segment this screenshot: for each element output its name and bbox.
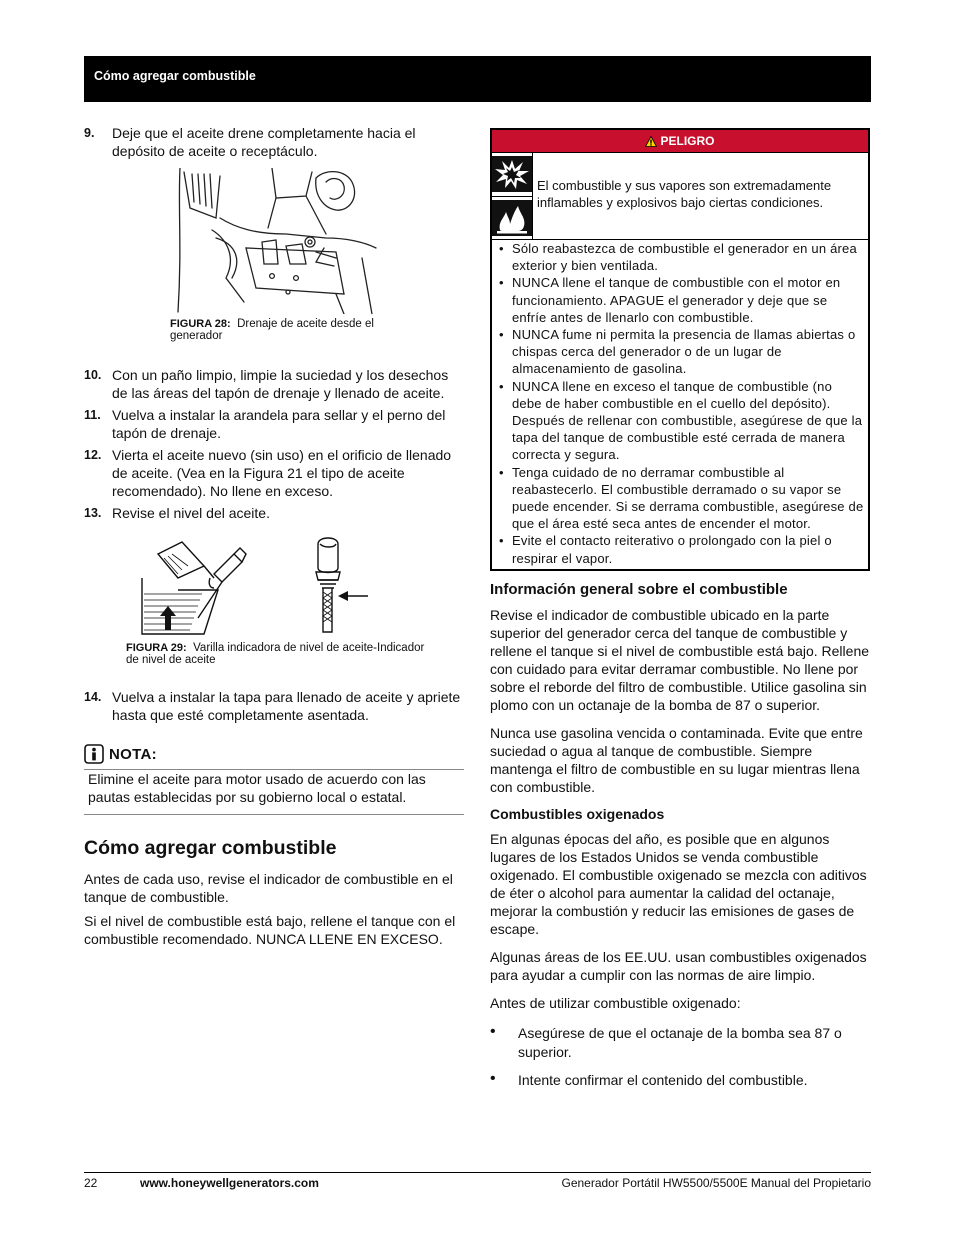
note-header — [84, 744, 464, 764]
info-icon — [84, 744, 104, 764]
list-item: • NUNCA llene en exceso el tanque de combustible (no debe de haber combustible en el cuello del depósito). Después de rellenar con combustible, asegúrese de que la tapa del tanque de combustible esté cerrada de manera correcta y segura. — [499, 378, 863, 463]
oil-pour-icon — [138, 534, 248, 638]
step-number: 13. — [84, 506, 102, 520]
oil-drain-engine-icon — [176, 168, 382, 314]
list-item: • Intente confirmar el contenido del combustible. — [490, 1069, 808, 1088]
danger-intro: El combustible y sus vapores son extremadamente inflamables y explosivos bajo ciertas condiciones. — [537, 178, 832, 210]
step-text: Vuelva a instalar la tapa para llenado de aceite y apriete hasta que esté completamente asentada. — [112, 689, 461, 723]
step-number: 10. — [84, 368, 102, 382]
flame-icon — [492, 200, 532, 236]
step-number: 11. — [84, 408, 101, 422]
section-title: Cómo agregar combustible — [84, 837, 337, 859]
info-paragraph-2: Nunca use gasolina vencida o contaminada. Evite que entre suciedad o agua al tanque de combustible. Siempre mantenga el filtro de combustible en su lugar mientras llena con combustible. — [490, 724, 863, 795]
figure-29-illustration — [138, 534, 464, 640]
note-text: Elimine el aceite para motor usado de acuerdo con las pautas establecidas por su gobierno local o estatal. — [84, 770, 464, 815]
danger-hazard-row — [492, 152, 868, 240]
section-paragraph-2: Si el nivel de combustible está bajo, rellene el tanque con el combustible recomendado. NUNCA LLENE EN EXCESO. — [84, 913, 456, 947]
step-10 — [84, 366, 464, 402]
oil-dipstick-icon — [308, 534, 370, 638]
info-paragraph-1: Revise el indicador de combustible ubicado en la parte superior del generador cerca del tanque de combustible y rellene el tanque si el nivel de combustible está bajo. Rellene con cuidado para evitar derramar combustible. No llene por sobre el reborde del filtro de combustible. Utilice gasolina sin plomo con un octanaje de la bomba de 87 o superior. — [490, 606, 870, 713]
oxygenated-paragraph-2: Algunas áreas de los EE.UU. usan combustibles oxigenados para ayudar a cumplir con las normas de aire limpio. — [490, 948, 867, 983]
oxygenated-paragraph-1: En algunas épocas del año, es posible que en algunos lugares de los Estados Unidos se venda combustible oxigenado. El combustible oxigenado se mezcla con aditivos de éter o alcohol para aumentar la calidad del octanaje, mejorar la combustión y reducir las emisiones de gases de escape. — [490, 830, 867, 937]
step-9 — [84, 124, 464, 160]
figure-text: Drenaje de aceite desde el generador — [170, 318, 374, 342]
step-number: 12. — [84, 448, 102, 462]
warning-triangle-icon — [645, 136, 657, 147]
list-item: • Sólo reabastezca de combustible el generador en un área exterior y bien ventilada. — [499, 241, 857, 274]
bullet: • — [490, 1069, 496, 1087]
figure-29-caption — [126, 642, 426, 666]
header-title: Cómo agregar combustible — [94, 69, 256, 83]
website-link[interactable]: www.honeywellgenerators.com — [140, 1176, 319, 1190]
oxygenated-paragraph-3: Antes de utilizar combustible oxigenado: — [490, 994, 741, 1011]
figure-label: FIGURA 29: — [126, 642, 187, 654]
footer-divider — [84, 1172, 871, 1173]
danger-label: PELIGRO — [660, 134, 715, 148]
explosion-hazard — [492, 153, 532, 196]
list-item: • NUNCA llene el tanque de combustible con el motor en funcionamiento. APAGUE el generador y deje que se enfríe antes de llenarlo con combustible. — [499, 275, 841, 325]
info-title: Información general sobre el combustible — [490, 580, 788, 598]
danger-header — [492, 130, 868, 152]
list-item: • Tenga cuidado de no derramar combustible al reabastecerlo. El combustible derramado o su vapor se puede encender. Si se derrama combustible, asegúrese de que el área esté seca antes de encender el motor. — [499, 464, 864, 532]
step-number: 9. — [84, 126, 95, 140]
step-text: Con un paño limpio, limpie la suciedad y los desechos de las áreas del tapón de drenaje y llenado de aceite. — [112, 367, 449, 401]
manual-title: Generador Portátil HW5500/5500E Manual del Propietario — [561, 1176, 871, 1190]
figure-text: Varilla indicadora de nivel de aceite-Indicador de nivel de aceite — [126, 642, 425, 666]
step-text: Revise el nivel del aceite. — [112, 505, 270, 521]
flame-hazard — [492, 196, 532, 240]
left-column — [84, 124, 464, 954]
step-11 — [84, 406, 464, 442]
danger-list — [492, 240, 868, 569]
figure-28-illustration — [176, 168, 382, 314]
explosion-icon — [492, 156, 532, 192]
danger-box — [490, 128, 870, 571]
list-item: • Evite el contacto reiterativo o prolongado con la piel o respirar el vapor. — [499, 533, 832, 566]
step-number: 14. — [84, 690, 102, 704]
page-number: 22 — [84, 1176, 98, 1190]
step-text: Vuelva a instalar la arandela para sellar y el perno del tapón de drenaje. — [112, 407, 446, 441]
step-text: Vierta el aceite nuevo (sin uso) en el orificio de llenado de aceite. (Vea en la Figura 21 el tipo de aceite recomendado). No llene en exceso. — [112, 447, 452, 499]
section-paragraph-1: Antes de cada uso, revise el indicador de combustible en el tanque de combustible. — [84, 871, 453, 905]
step-12 — [84, 446, 464, 500]
step-13 — [84, 504, 464, 522]
oxygenated-title: Combustibles oxigenados — [490, 805, 665, 822]
step-14 — [84, 688, 464, 724]
step-text: Deje que el aceite drene completamente hacia el depósito de aceite o receptáculo. — [112, 125, 416, 159]
right-column — [490, 128, 870, 1099]
list-item: • Asegúrese de que el octanaje de la bomba sea 87 o superior. — [490, 1022, 842, 1060]
figure-28-caption — [170, 318, 420, 342]
figure-label: FIGURA 28: — [170, 318, 231, 330]
list-item: • NUNCA fume ni permita la presencia de llamas abiertas o chispas cerca del generador o de un lugar de almacenamiento de gasolina. — [499, 327, 856, 377]
header-bar — [84, 56, 871, 102]
bullet: • — [490, 1022, 496, 1040]
note-label: NOTA: — [109, 745, 157, 763]
hazard-icons — [492, 153, 533, 239]
